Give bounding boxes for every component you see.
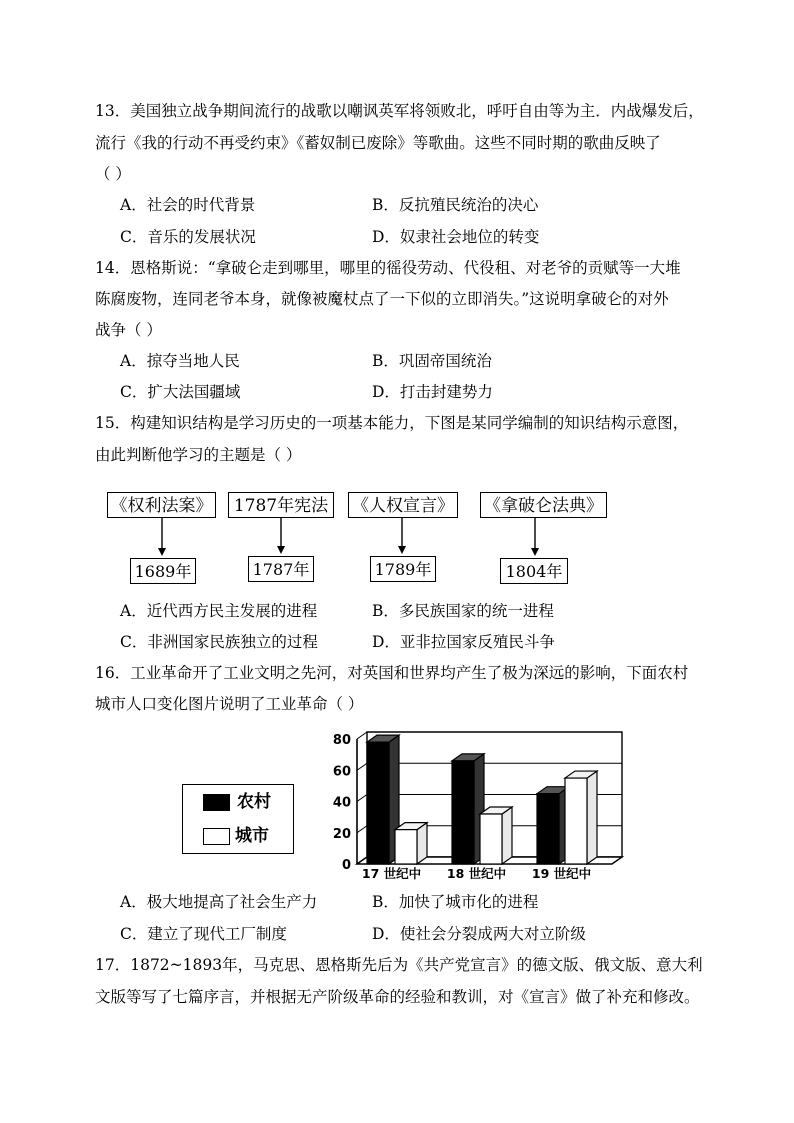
- q14-stem-line3: 战争（ ）: [95, 321, 162, 339]
- gridline-diagonal: [357, 826, 367, 833]
- legend-label-rural: 农村: [237, 792, 271, 812]
- bar-rural: [367, 742, 389, 864]
- bar-side: [587, 771, 597, 864]
- q13-answer-paren: （ ）: [95, 165, 131, 183]
- q15-stem-line2: 由此判断他学习的主题是（ ）: [95, 446, 302, 464]
- doc-box-1787-constitution: 1787年宪法: [228, 492, 334, 518]
- q13-stem-line2: 流行《我的行动不再受约束》《蓄奴制已废除》等歌曲。这些不同时期的歌曲反映了: [95, 134, 661, 152]
- q16-option-c: C．建立了现代工厂制度: [120, 925, 287, 943]
- bar-side: [502, 807, 512, 864]
- year-box-1789: 1789年: [370, 556, 436, 582]
- q15-stem-line1: 15．构建知识结构是学习历史的一项基本能力，下图是某同学编制的知识结构示意图，: [95, 414, 689, 432]
- bar-urban: [480, 814, 502, 864]
- q16-option-b: B．加快了城市化的进程: [372, 893, 539, 911]
- year-box-1804: 1804年: [500, 558, 568, 584]
- q17-stem-line1: 17．1872~1893年，马克思、恩格斯先后为《共产党宣言》的德文版、俄文版、意大利: [95, 956, 703, 974]
- q15-option-c: C．非洲国家民族独立的过程: [120, 633, 318, 651]
- q17-stem-line2: 文版等写了七篇序言，并根据无产阶级革命的经验和教训，对《宣言》做了补充和修改。: [95, 988, 700, 1006]
- year-box-1787: 1787年: [248, 556, 314, 582]
- gridline-diagonal: [357, 795, 367, 802]
- q15-option-b: B．多民族国家的统一进程: [372, 602, 554, 620]
- q14-option-d: D．打击封建势力: [372, 383, 493, 401]
- doc-box-bill-of-rights: 《权利法案》: [107, 492, 216, 518]
- q16-stem-line1: 16．工业革命开了工业文明之先河，对英国和世界均产生了极为深远的影响，下面农村: [95, 664, 689, 682]
- q14-option-a: A．掠夺当地人民: [120, 352, 240, 370]
- x-tick-label: 18 世纪中: [446, 866, 507, 881]
- q15-option-a: A．近代西方民主发展的进程: [120, 602, 318, 620]
- gridline-diagonal: [357, 732, 367, 739]
- q16-option-d: D．使社会分裂成两大对立阶级: [372, 925, 586, 943]
- bar-urban: [565, 778, 587, 864]
- q14-stem-line2: 陈腐废物，连同老爷本身，就像被魔杖点了一下似的立即消失。”这说明拿破仑的对外: [95, 290, 669, 308]
- y-tick-label: 0: [341, 858, 351, 873]
- bar-rural: [452, 761, 474, 864]
- x-tick-label: 17 世纪中: [361, 866, 422, 881]
- q14-option-b: B．巩固帝国统治: [372, 352, 492, 370]
- x-tick-label: 19 世纪中: [531, 866, 592, 881]
- gridline-diagonal: [357, 763, 367, 770]
- doc-box-declaration-rights: 《人权宣言》: [348, 492, 458, 518]
- year-box-1689: 1689年: [130, 558, 196, 584]
- q14-option-c: C．扩大法国疆域: [120, 383, 241, 401]
- q15-option-d: D．亚非拉国家反殖民斗争: [372, 633, 555, 651]
- q13-option-c: C．音乐的发展状况: [120, 228, 256, 246]
- q13-option-d: D．奴隶社会地位的转变: [372, 228, 540, 246]
- y-tick-label: 40: [332, 795, 351, 811]
- q13-stem-line1: 13．美国独立战争期间流行的战歌以嘲讽英军将领败北，呼吁自由等为主．内战爆发后，: [95, 102, 704, 120]
- q13-option-a: A．社会的时代背景: [120, 196, 256, 214]
- q16-stem-line2: 城市人口变化图片说明了工业革命（ ）: [95, 695, 364, 713]
- legend-label-urban: 城市: [235, 826, 269, 846]
- bar-urban: [395, 830, 417, 864]
- q14-stem-line1: 14．恩格斯说：“拿破仑走到哪里，哪里的徭役劳动、代役租、对老爷的贡赋等一大堆: [95, 259, 681, 277]
- q16-option-a: A．极大地提高了社会生产力: [120, 893, 318, 911]
- bar-rural: [537, 794, 559, 864]
- q13-option-b: B．反抗殖民统治的决心: [372, 196, 539, 214]
- doc-box-napoleonic-code: 《拿破仑法典》: [480, 492, 607, 518]
- y-tick-label: 60: [332, 764, 351, 780]
- y-tick-label: 80: [332, 733, 351, 748]
- y-tick-label: 20: [332, 826, 351, 842]
